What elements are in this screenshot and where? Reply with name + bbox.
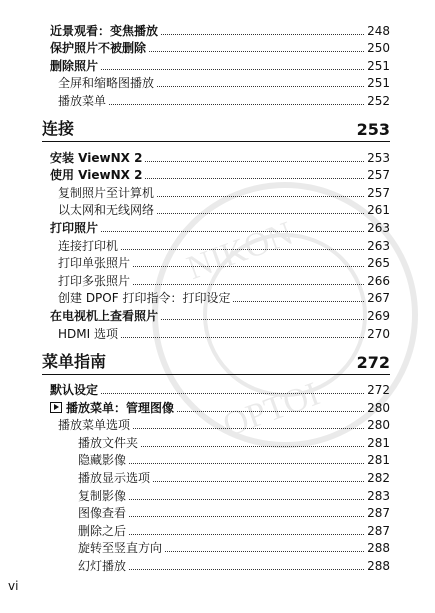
leader-dots (157, 86, 364, 87)
leader-dots (233, 301, 364, 302)
page-number: vi (8, 579, 19, 593)
entry-label: 全屏和缩略图播放 (58, 76, 155, 91)
entry-label: 连接打印机 (58, 238, 119, 253)
toc-entry-rotate-tall[interactable] (50, 538, 390, 556)
toc-entry-delete[interactable] (50, 55, 390, 73)
table-of-contents (42, 20, 390, 574)
entry-page: 281 (367, 435, 390, 450)
leader-dots (129, 499, 364, 500)
entry-page: 248 (367, 23, 390, 38)
entry-page: 269 (367, 308, 390, 323)
leader-dots (133, 266, 364, 267)
entry-label: 打印照片 (50, 220, 99, 235)
leader-dots (101, 69, 364, 70)
section-page: 253 (356, 119, 390, 139)
toc-entry-install-viewnx[interactable] (50, 147, 390, 165)
entry-page: 283 (367, 488, 390, 503)
section-title: 菜单指南 (42, 351, 107, 371)
entry-label: 使用 ViewNX 2 (50, 168, 143, 183)
leader-dots (177, 411, 364, 412)
leader-dots (121, 337, 364, 338)
entry-page: 288 (367, 541, 390, 556)
section-page: 272 (356, 352, 390, 372)
entry-page: 272 (367, 383, 390, 398)
toc-entry-tv[interactable] (50, 305, 390, 323)
entry-label: 复制照片至计算机 (58, 185, 155, 200)
toc-entry-fullframe[interactable] (50, 73, 390, 91)
entry-label: 以太网和无线网络 (58, 203, 155, 218)
toc-entry-print[interactable] (50, 217, 390, 235)
leader-dots (165, 551, 364, 552)
entry-page: 267 (367, 291, 390, 306)
entry-page: 280 (367, 400, 390, 415)
entry-label: 安装 ViewNX 2 (50, 150, 143, 165)
entry-label: 复制影像 (78, 488, 127, 503)
entry-page: 252 (367, 93, 390, 108)
entry-page: 251 (367, 58, 390, 73)
entry-label: 打印多张照片 (58, 273, 131, 288)
toc-entry-copy-images[interactable] (50, 485, 390, 503)
leader-dots (133, 284, 364, 285)
toc-entry-playback-options[interactable] (50, 415, 390, 433)
entry-page: 265 (367, 256, 390, 271)
entry-page: 288 (367, 559, 390, 574)
toc-entry-display-options[interactable] (50, 467, 390, 485)
entry-page: 287 (367, 506, 390, 521)
section-title: 连接 (42, 118, 75, 138)
entry-label: 图像查看 (78, 506, 127, 521)
leader-dots (141, 446, 364, 447)
svg-text:OPTOI: OPTOI (218, 375, 325, 445)
toc-entry-protect[interactable] (50, 38, 390, 56)
section-heading-connections[interactable] (42, 117, 390, 142)
leader-dots (153, 481, 364, 482)
entry-label: 创建 DPOF 打印指令：打印设定 (58, 291, 231, 306)
toc-entry-playback-manage[interactable] (50, 397, 390, 415)
entry-page: 266 (367, 273, 390, 288)
svg-text:NIKON: NIKON (182, 214, 298, 288)
toc-entry-image-review[interactable] (50, 503, 390, 521)
entry-label: 在电视机上查看照片 (50, 308, 159, 323)
toc-entry-defaults[interactable] (50, 380, 390, 398)
toc-entry-playback-folder[interactable] (50, 432, 390, 450)
entry-label: 幻灯播放 (78, 559, 127, 574)
leader-dots (161, 319, 364, 320)
entry-page: 281 (367, 453, 390, 468)
entry-page: 250 (367, 41, 390, 56)
entry-page: 287 (367, 523, 390, 538)
entry-label: 播放显示选项 (78, 471, 151, 486)
toc-entry-playback-menu[interactable] (50, 90, 390, 108)
entry-label: 播放菜单选项 (58, 418, 131, 433)
leader-dots (157, 213, 364, 214)
entry-label: HDMI 选项 (58, 326, 118, 341)
entry-page: 257 (367, 185, 390, 200)
entry-label: 播放菜单 (58, 93, 107, 108)
toc-entry-ethernet[interactable] (50, 200, 390, 218)
toc-entry-hdmi[interactable] (50, 323, 390, 341)
entry-page: 253 (367, 150, 390, 165)
entry-label: 隐藏影像 (78, 453, 127, 468)
toc-entry-copy-to-computer[interactable] (50, 182, 390, 200)
toc-entry-after-delete[interactable] (50, 520, 390, 538)
playback-icon (50, 402, 62, 413)
leader-dots (149, 51, 364, 52)
leader-dots (109, 104, 364, 105)
entry-page: 280 (367, 418, 390, 433)
leader-dots (121, 249, 364, 250)
entry-label: 打印单张照片 (58, 256, 131, 271)
section-heading-menu-guide[interactable] (42, 350, 390, 375)
leader-dots (129, 516, 364, 517)
toc-entry-slide-show[interactable] (50, 555, 390, 573)
leader-dots (129, 569, 364, 570)
entry-page: 257 (367, 168, 390, 183)
entry-page: 251 (367, 76, 390, 91)
entry-label: 近景观看：变焦播放 (50, 23, 159, 38)
leader-dots (129, 534, 364, 535)
entry-page: 261 (367, 203, 390, 218)
toc-entry-use-viewnx[interactable] (50, 165, 390, 183)
toc-entry-hide-image[interactable] (50, 450, 390, 468)
entry-label: 删除之后 (78, 523, 127, 538)
entry-page: 263 (367, 238, 390, 253)
toc-entry-zoom[interactable] (50, 20, 390, 38)
leader-dots (157, 196, 364, 197)
entry-label: 播放菜单：管理图像 (66, 400, 175, 415)
toc-entry-print-single[interactable] (50, 253, 390, 271)
entry-label: 旋转至竖直方向 (78, 541, 163, 556)
leader-dots (129, 463, 364, 464)
entry-label: 默认设定 (50, 383, 99, 398)
leader-dots (145, 161, 364, 162)
entry-page: 270 (367, 326, 390, 341)
toc-entry-dpof[interactable] (50, 288, 390, 306)
leader-dots (161, 34, 364, 35)
entry-label: 播放文件夹 (78, 435, 139, 450)
toc-entry-connect-printer[interactable] (50, 235, 390, 253)
toc-entry-print-multiple[interactable] (50, 270, 390, 288)
entry-label: 保护照片不被删除 (50, 41, 147, 56)
entry-page: 263 (367, 220, 390, 235)
leader-dots (145, 178, 364, 179)
leader-dots (101, 393, 364, 394)
entry-page: 282 (367, 471, 390, 486)
entry-label: 删除照片 (50, 58, 99, 73)
leader-dots (133, 428, 364, 429)
leader-dots (101, 231, 364, 232)
